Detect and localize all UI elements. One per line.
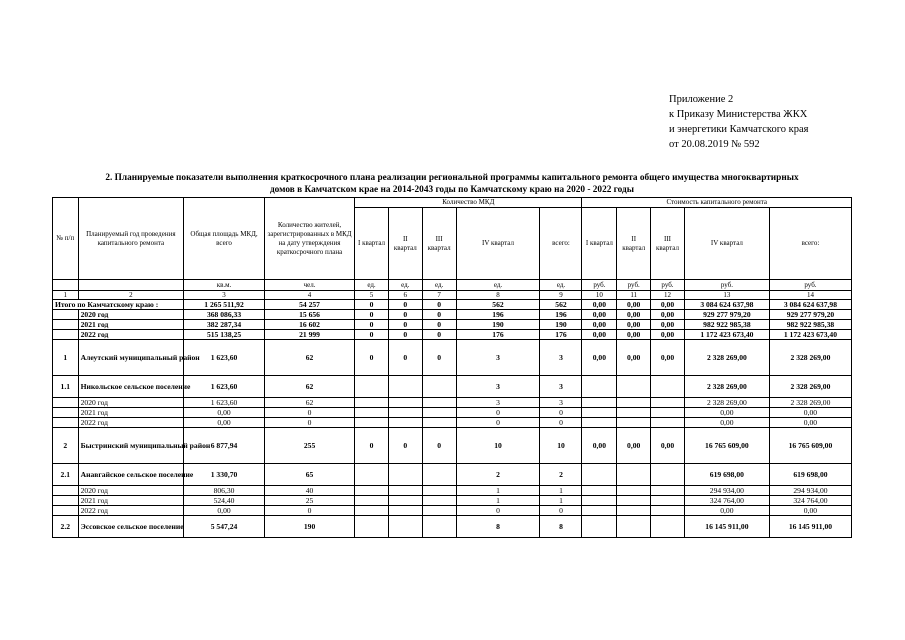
header-mkd-group: Количество МКД — [355, 198, 582, 208]
table-cell: 3 084 624 637,98 — [769, 300, 851, 310]
row-number — [53, 506, 79, 516]
table-cell — [651, 464, 685, 486]
appendix-line: от 20.08.2019 № 592 — [669, 139, 760, 150]
table-cell — [582, 464, 617, 486]
table-cell: 0 — [264, 408, 354, 418]
table-cell: 0,00 — [184, 506, 265, 516]
column-index-row-cell: 4 — [264, 291, 354, 300]
table-cell: 10 — [456, 428, 540, 464]
row-number — [53, 418, 79, 428]
table-cell — [582, 376, 617, 398]
table-cell: 3 084 624 637,98 — [684, 300, 769, 310]
table-cell: 62 — [264, 376, 354, 398]
table-row — [53, 464, 852, 486]
table-cell: 368 086,33 — [184, 310, 265, 320]
header-mkd-q3: III квартал — [422, 208, 456, 280]
row-number: 2.2 — [53, 516, 79, 538]
table-cell — [355, 496, 389, 506]
units-row-cell: ед. — [540, 280, 582, 291]
table-cell: 196 — [456, 310, 540, 320]
table-cell: 1 — [540, 496, 582, 506]
document-heading — [52, 173, 852, 196]
table-cell: 1 — [456, 496, 540, 506]
table-cell: 0,00 — [617, 320, 651, 330]
table-cell: 0 — [422, 300, 456, 310]
table-row — [53, 300, 852, 310]
table-cell — [651, 376, 685, 398]
units-row-cell: руб. — [651, 280, 685, 291]
column-index-row-cell: 7 — [422, 291, 456, 300]
column-index-row-cell: 9 — [540, 291, 582, 300]
table-cell — [422, 418, 456, 428]
table-cell — [617, 506, 651, 516]
table-cell — [582, 418, 617, 428]
table-cell: 3 — [540, 398, 582, 408]
column-index-row-cell: 8 — [456, 291, 540, 300]
table-cell — [617, 398, 651, 408]
column-index-row-cell: 6 — [388, 291, 422, 300]
table-cell: 0 — [540, 506, 582, 516]
table-cell — [651, 408, 685, 418]
appendix-line: Приложение 2 — [669, 94, 734, 105]
column-index-row-cell: 3 — [184, 291, 265, 300]
table-cell — [651, 496, 685, 506]
table-cell: 62 — [264, 398, 354, 408]
table-cell: 6 877,94 — [184, 428, 265, 464]
row-number — [53, 486, 79, 496]
table-cell — [582, 398, 617, 408]
row-number — [53, 310, 79, 320]
table-cell: 0 — [355, 330, 389, 340]
table-cell — [355, 418, 389, 428]
table-cell — [582, 506, 617, 516]
table-cell — [617, 516, 651, 538]
row-label: Быстринский муниципальный район — [78, 428, 183, 464]
table-cell: 3 — [540, 340, 582, 376]
table-row — [53, 376, 852, 398]
table-cell: 2 — [456, 464, 540, 486]
column-index-row-cell: 13 — [684, 291, 769, 300]
table-cell: 0,00 — [651, 340, 685, 376]
table-cell — [388, 376, 422, 398]
table-cell: 0,00 — [184, 418, 265, 428]
table-cell — [617, 496, 651, 506]
table-cell: 929 277 979,20 — [684, 310, 769, 320]
table-cell: 0,00 — [651, 428, 685, 464]
table-cell: 190 — [540, 320, 582, 330]
table-cell: 62 — [264, 340, 354, 376]
table-cell — [651, 486, 685, 496]
table-cell: 2 328 269,00 — [684, 398, 769, 408]
table-cell: 0,00 — [684, 408, 769, 418]
table-cell — [617, 464, 651, 486]
row-number — [53, 408, 79, 418]
column-index-row — [53, 291, 852, 300]
table-cell: 806,30 — [184, 486, 265, 496]
table-cell — [617, 408, 651, 418]
row-label: Алеутский муниципальный район — [78, 340, 183, 376]
table-cell: 1 172 423 673,40 — [769, 330, 851, 340]
table-cell: 0,00 — [582, 320, 617, 330]
table-cell — [388, 464, 422, 486]
table-cell: 8 — [540, 516, 582, 538]
table-cell — [617, 418, 651, 428]
table-cell — [651, 418, 685, 428]
table-cell — [422, 516, 456, 538]
table-cell: 0 — [456, 418, 540, 428]
units-row-cell: руб. — [769, 280, 851, 291]
table-cell: 0,00 — [617, 300, 651, 310]
table-row — [53, 408, 852, 418]
table-cell: 40 — [264, 486, 354, 496]
row-number: 2.1 — [53, 464, 79, 486]
appendix-block — [669, 92, 808, 152]
table-cell: 0,00 — [651, 310, 685, 320]
table-cell: 5 547,24 — [184, 516, 265, 538]
heading-line-2: домов в Камчатском крае на 2014-2043 годы по Камчатскому краю на 2020 - 2022 годы — [269, 184, 635, 195]
table-cell: 515 138,25 — [184, 330, 265, 340]
table-cell: 0 — [355, 300, 389, 310]
table-cell — [651, 516, 685, 538]
table-cell: 2 328 269,00 — [769, 398, 851, 408]
table-row — [53, 418, 852, 428]
plan-table — [52, 197, 852, 538]
table-cell: 190 — [456, 320, 540, 330]
table-cell: 0 — [540, 408, 582, 418]
table-cell — [355, 398, 389, 408]
table-cell: 0 — [355, 340, 389, 376]
table-cell: 1 265 511,92 — [184, 300, 265, 310]
table-cell: 0,00 — [617, 428, 651, 464]
column-index-row-cell: 12 — [651, 291, 685, 300]
table-cell: 619 698,00 — [684, 464, 769, 486]
row-label: Эссовское сельское поселение — [78, 516, 183, 538]
table-cell — [355, 376, 389, 398]
table-cell: 16 765 609,00 — [769, 428, 851, 464]
table-cell: 0,00 — [582, 340, 617, 376]
table-cell: 929 277 979,20 — [769, 310, 851, 320]
table-cell: 0,00 — [617, 310, 651, 320]
table-cell: 982 922 985,38 — [769, 320, 851, 330]
table-cell — [582, 486, 617, 496]
header-mkd-q1: I квартал — [355, 208, 389, 280]
table-cell: 0 — [355, 428, 389, 464]
table-cell: 0 — [388, 320, 422, 330]
header-mkd-total: всего: — [540, 208, 582, 280]
units-row-cell: руб. — [684, 280, 769, 291]
table-cell: 0 — [388, 340, 422, 376]
table-cell: 1 — [540, 486, 582, 496]
table-cell — [651, 506, 685, 516]
table-cell: 0 — [388, 300, 422, 310]
table-cell: 0,00 — [617, 340, 651, 376]
header-num: № п/п — [53, 198, 79, 280]
header-residents: Количество жителей, зарегистрированных в МКД на дату утверждения краткосрочного плана — [264, 198, 354, 280]
header-cost-q3: III квартал — [651, 208, 685, 280]
units-row-cell — [53, 280, 79, 291]
row-number: 1 — [53, 340, 79, 376]
table-cell: 294 934,00 — [769, 486, 851, 496]
table-cell: 0,00 — [769, 506, 851, 516]
units-row-cell — [78, 280, 183, 291]
table-cell: 0,00 — [684, 506, 769, 516]
table-cell: 0 — [422, 340, 456, 376]
table-cell: 176 — [540, 330, 582, 340]
table-row — [53, 506, 852, 516]
table-cell: 16 145 911,00 — [684, 516, 769, 538]
table-cell: 54 257 — [264, 300, 354, 310]
table-cell: 0 — [264, 418, 354, 428]
table-cell: 0 — [456, 506, 540, 516]
table-cell — [388, 506, 422, 516]
table-cell — [355, 506, 389, 516]
units-row-cell: кв.м. — [184, 280, 265, 291]
units-row-cell: ед. — [422, 280, 456, 291]
table-cell — [582, 408, 617, 418]
table-cell — [388, 496, 422, 506]
table-cell — [422, 408, 456, 418]
table-row — [53, 310, 852, 320]
table-cell: 0,00 — [651, 320, 685, 330]
table-cell — [388, 398, 422, 408]
table-cell: 562 — [540, 300, 582, 310]
column-index-row-cell: 2 — [78, 291, 183, 300]
table-cell — [355, 516, 389, 538]
table-cell: 0 — [456, 408, 540, 418]
table-cell: 2 — [540, 464, 582, 486]
heading-line-1: 2. Планируемые показатели выполнения краткосрочного плана реализации региональной программы капитального ремонта общего имущества многоквартирных — [105, 173, 799, 183]
table-row — [53, 330, 852, 340]
header-cost-q4: IV квартал — [684, 208, 769, 280]
table-cell — [388, 408, 422, 418]
table-cell: 176 — [456, 330, 540, 340]
row-number — [53, 330, 79, 340]
header-area: Общая площадь МКД, всего — [184, 198, 265, 280]
table-cell — [651, 398, 685, 408]
table-row — [53, 398, 852, 408]
table-cell: 1 623,60 — [184, 376, 265, 398]
table-cell: 3 — [456, 376, 540, 398]
table-cell — [388, 486, 422, 496]
units-row-cell: ед. — [388, 280, 422, 291]
table-cell: 324 764,00 — [769, 496, 851, 506]
table-cell: 1 623,60 — [184, 340, 265, 376]
table-cell: 16 765 609,00 — [684, 428, 769, 464]
table-row — [53, 486, 852, 496]
table-cell: 0,00 — [582, 310, 617, 320]
table-cell: 2 328 269,00 — [684, 340, 769, 376]
header-mkd-q4: IV квартал — [456, 208, 540, 280]
row-number — [53, 398, 79, 408]
table-cell: 382 287,34 — [184, 320, 265, 330]
table-cell — [422, 376, 456, 398]
table-cell: 1 — [456, 486, 540, 496]
row-label: 2020 год — [78, 310, 183, 320]
table-cell: 0,00 — [184, 408, 265, 418]
table-cell: 0 — [422, 320, 456, 330]
table-cell — [355, 486, 389, 496]
table-cell — [582, 496, 617, 506]
table-cell: 0 — [422, 310, 456, 320]
table-cell: 0 — [422, 330, 456, 340]
table-cell: 0,00 — [684, 418, 769, 428]
row-label: 2022 год — [78, 330, 183, 340]
row-number: 1.1 — [53, 376, 79, 398]
appendix-line: к Приказу Министерства ЖКХ — [669, 109, 808, 120]
table-row — [53, 496, 852, 506]
units-row-cell: ед. — [456, 280, 540, 291]
table-cell: 21 999 — [264, 330, 354, 340]
row-number: 2 — [53, 428, 79, 464]
header-cost-group: Стоимость капитального ремонта — [582, 198, 852, 208]
units-row-cell: руб. — [617, 280, 651, 291]
table-cell: 0 — [540, 418, 582, 428]
units-row-cell: руб. — [582, 280, 617, 291]
units-row-cell: ед. — [355, 280, 389, 291]
column-index-row-cell: 11 — [617, 291, 651, 300]
header-cost-q1: I квартал — [582, 208, 617, 280]
table-cell: 1 172 423 673,40 — [684, 330, 769, 340]
column-index-row-cell: 10 — [582, 291, 617, 300]
table-cell: 0 — [264, 506, 354, 516]
table-cell: 524,40 — [184, 496, 265, 506]
table-cell: 1 623,60 — [184, 398, 265, 408]
table-cell — [422, 398, 456, 408]
appendix-line: и энергетики Камчатского края — [669, 124, 809, 135]
table-cell: 0,00 — [582, 428, 617, 464]
row-number — [53, 496, 79, 506]
table-cell — [355, 464, 389, 486]
table-cell — [422, 506, 456, 516]
row-label: Анавгайское сельское поселение — [78, 464, 183, 486]
header-year: Планируемый год проведения капитального ремонта — [78, 198, 183, 280]
table-cell: 0,00 — [651, 300, 685, 310]
table-cell: 0,00 — [651, 330, 685, 340]
table-cell: 0,00 — [769, 418, 851, 428]
table-cell: 8 — [456, 516, 540, 538]
column-index-row-cell: 14 — [769, 291, 851, 300]
table-cell: 0 — [388, 428, 422, 464]
row-label: 2021 год — [78, 496, 183, 506]
table-cell: 25 — [264, 496, 354, 506]
table-cell: 619 698,00 — [769, 464, 851, 486]
table-cell: 324 764,00 — [684, 496, 769, 506]
row-label: Никольское сельское поселение — [78, 376, 183, 398]
header-cost-q2: II квартал — [617, 208, 651, 280]
table-cell — [422, 496, 456, 506]
table-cell — [388, 418, 422, 428]
table-cell: 562 — [456, 300, 540, 310]
table-cell: 0 — [422, 428, 456, 464]
table-cell: 0 — [388, 330, 422, 340]
table-cell: 10 — [540, 428, 582, 464]
table-row — [53, 428, 852, 464]
table-cell: 15 656 — [264, 310, 354, 320]
table-cell: 0 — [355, 320, 389, 330]
table-cell: 2 328 269,00 — [769, 376, 851, 398]
units-row-cell: чел. — [264, 280, 354, 291]
table-cell: 294 934,00 — [684, 486, 769, 496]
table-cell: 0 — [388, 310, 422, 320]
table-cell: 190 — [264, 516, 354, 538]
row-label: 2022 год — [78, 418, 183, 428]
table-cell: 16 602 — [264, 320, 354, 330]
table-cell: 2 328 269,00 — [684, 376, 769, 398]
table-cell: 2 328 269,00 — [769, 340, 851, 376]
total-label: Итого по Камчатскому краю : — [53, 300, 184, 310]
row-label: 2020 год — [78, 486, 183, 496]
table-cell: 255 — [264, 428, 354, 464]
column-index-row-cell: 1 — [53, 291, 79, 300]
table-cell: 3 — [456, 398, 540, 408]
table-cell: 65 — [264, 464, 354, 486]
header-mkd-q2: II квартал — [388, 208, 422, 280]
row-label: 2021 год — [78, 320, 183, 330]
table-cell — [422, 464, 456, 486]
table-cell: 3 — [540, 376, 582, 398]
table-cell — [617, 376, 651, 398]
table-cell: 0,00 — [617, 330, 651, 340]
row-number — [53, 320, 79, 330]
table-cell: 196 — [540, 310, 582, 320]
table-row — [53, 516, 852, 538]
table-cell: 982 922 985,38 — [684, 320, 769, 330]
table-body — [53, 280, 852, 538]
table-cell: 0 — [355, 310, 389, 320]
table-cell — [582, 516, 617, 538]
units-row — [53, 280, 852, 291]
table-cell: 0,00 — [769, 408, 851, 418]
column-index-row-cell: 5 — [355, 291, 389, 300]
table-cell: 3 — [456, 340, 540, 376]
table-cell — [617, 486, 651, 496]
row-label: 2020 год — [78, 398, 183, 408]
table-cell: 0,00 — [582, 330, 617, 340]
table-row — [53, 320, 852, 330]
header-cost-total: всего: — [769, 208, 851, 280]
row-label: 2021 год — [78, 408, 183, 418]
table-cell — [422, 486, 456, 496]
table-cell: 1 330,70 — [184, 464, 265, 486]
row-label: 2022 год — [78, 506, 183, 516]
table-cell: 0,00 — [582, 300, 617, 310]
table-row — [53, 340, 852, 376]
table-cell — [355, 408, 389, 418]
table-cell: 16 145 911,00 — [769, 516, 851, 538]
table-cell — [388, 516, 422, 538]
